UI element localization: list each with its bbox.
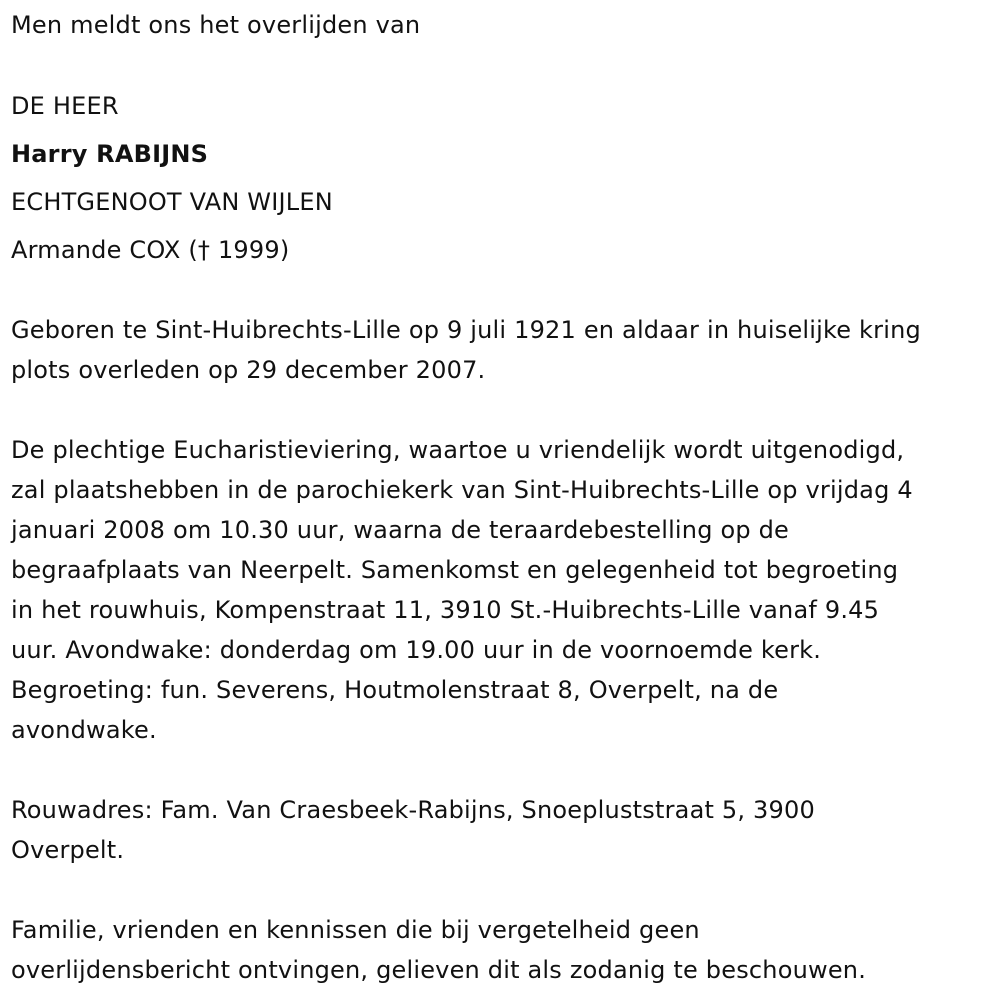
closing-line: Familie, vrienden en kennissen die bij vergetelheid geen bbox=[11, 916, 700, 944]
spouse-name: Armande COX († 1999) bbox=[11, 236, 290, 264]
intro-text: Men meldt ons het overlijden van bbox=[11, 11, 421, 39]
ceremony-line: zal plaatshebben in de parochiekerk van Sint-Huibrechts-Lille op vrijdag 4 bbox=[11, 476, 913, 504]
birth-death-line-2: plots overleden op 29 december 2007. bbox=[11, 356, 486, 384]
ceremony-line: De plechtige Eucharistieviering, waartoe u vriendelijk wordt uitgenodigd, bbox=[11, 436, 905, 464]
ceremony-line: Begroeting: fun. Severens, Houtmolenstraat 8, Overpelt, na de bbox=[11, 676, 779, 704]
mourning-address-line: Rouwadres: Fam. Van Craesbeek-Rabijns, Snoepluststraat 5, 3900 bbox=[11, 796, 815, 824]
mourning-address-line: Overpelt. bbox=[11, 836, 125, 864]
birth-death-line-1: Geboren te Sint-Huibrechts-Lille op 9 juli 1921 en aldaar in huiselijke kring bbox=[11, 316, 921, 344]
relation-text: ECHTGENOOT VAN WIJLEN bbox=[11, 188, 333, 216]
ceremony-line: januari 2008 om 10.30 uur, waarna de teraardebestelling op de bbox=[11, 516, 790, 544]
ceremony-line: uur. Avondwake: donderdag om 19.00 uur in de voornoemde kerk. bbox=[11, 636, 822, 664]
deceased-name: Harry RABIJNS bbox=[11, 140, 209, 168]
ceremony-line: begraafplaats van Neerpelt. Samenkomst en gelegenheid tot begroeting bbox=[11, 556, 899, 584]
honorific: DE HEER bbox=[11, 92, 119, 120]
ceremony-line: in het rouwhuis, Kompenstraat 11, 3910 St.-Huibrechts-Lille vanaf 9.45 bbox=[11, 596, 880, 624]
closing-line: overlijdensbericht ontvingen, gelieven dit als zodanig te beschouwen. bbox=[11, 956, 867, 984]
ceremony-line: avondwake. bbox=[11, 716, 157, 744]
